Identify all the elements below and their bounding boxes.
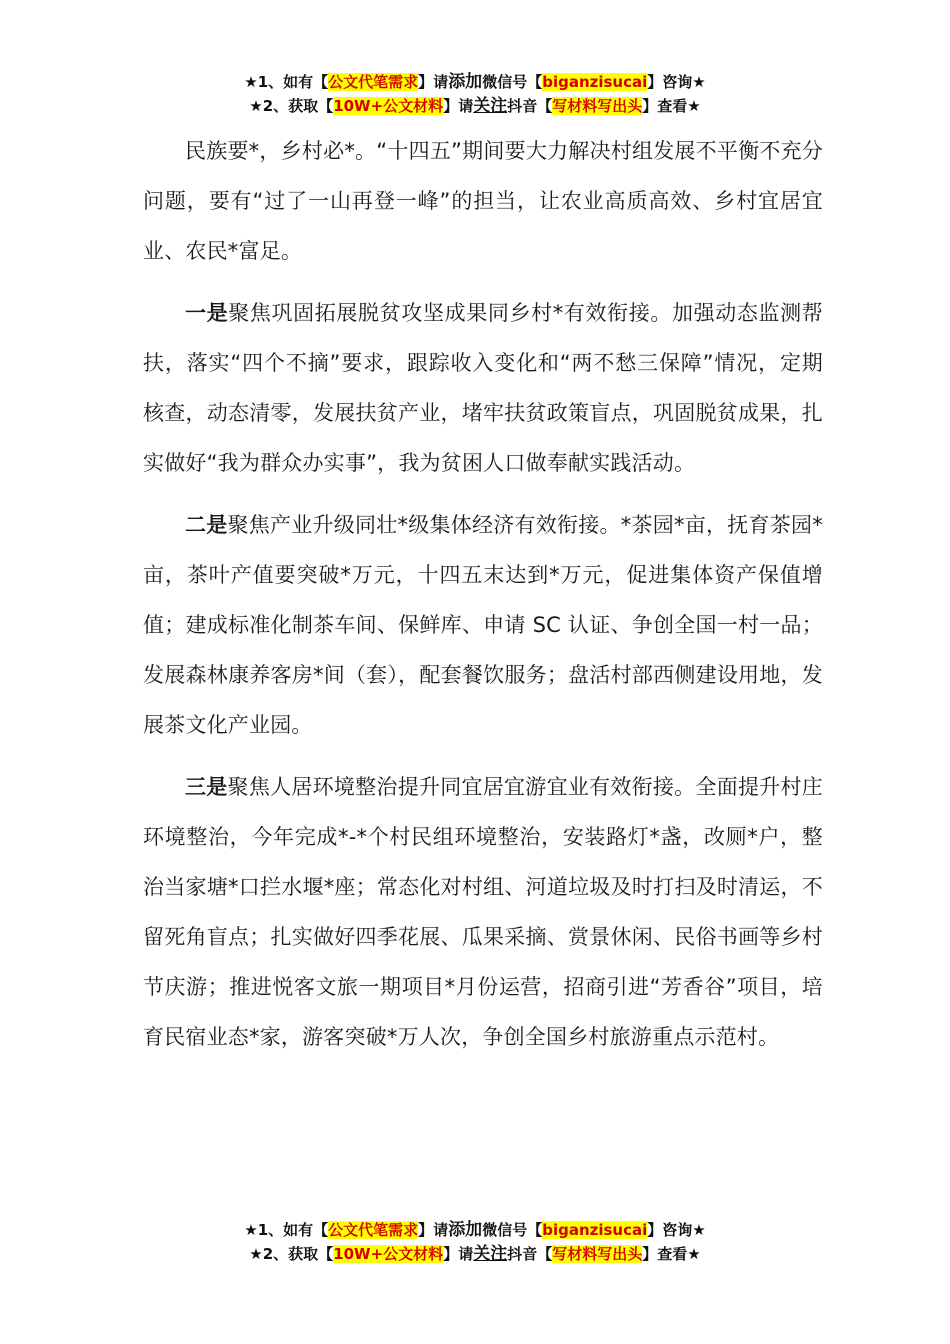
banner-text: 】请 [443,97,474,115]
banner-text: 】查看★ [642,97,701,115]
banner-text: 】咨询★ [647,73,706,91]
banner-text: 添加 [448,1220,483,1240]
paragraph-2 [143,500,823,750]
banner-highlight: 公文代笔需求 [328,1221,419,1239]
paragraph-intro [143,126,823,276]
banner-text: 关注 [473,1244,508,1264]
banner-text: 】请 [418,1221,449,1239]
document-body [143,126,823,1074]
paragraph-text: 聚焦人居环境整治提升同宜居宜游宜业有效衔接。全面提升村庄环境整治，今年完成*-*个村民组环境整治，安装路灯*盏，改厕*户，整治当家塘*口拦水堰*座；常态化对村组、河道垃圾及时打扫及时清运，不留死角盲点；扎实做好四季花展、瓜果采摘、赏景休闲、民俗书画等乡村节庆游；推进悦客文旅一期项目*月份运营，招商引进“芳香谷”项目，培育民宿业态*家，游客突破*万人次，争创全国乡村旅游重点示范村。 [143,775,823,1049]
banner-highlight: 10W+公文材料 [333,1245,444,1263]
banner-text: 】查看★ [642,1245,701,1263]
paragraph-text: 聚焦产业升级同壮*级集体经济有效衔接。*茶园*亩，抚育茶园*亩，茶叶产值要突破*万元，十四五末达到*万元，促进集体资产保值增值；建成标准化制茶车间、保鲜库、申请 SC 认证、争创全国一村一品；发展森林康养客房*间（套），配套餐饮服务；盘活村部西侧建设用地，发展茶文化产业园。 [143,513,824,737]
banner-line-2 [0,1242,950,1266]
banner-text: 】咨询★ [647,1221,706,1239]
banner-text: 抖音【 [507,1245,553,1263]
paragraph-lead: 三是 [185,775,228,799]
banner-highlight: 公文代笔需求 [328,73,419,91]
banner-text: 关注 [473,96,508,116]
banner-text: 抖音【 [507,97,553,115]
banner-line-1 [0,1218,950,1242]
banner-highlight-wechat-id: biganzisucai [542,73,648,91]
banner-highlight-douyin: 写材料写出头 [552,1245,643,1263]
banner-text: ★2、获取【 [249,1245,334,1263]
banner-highlight-douyin: 写材料写出头 [552,97,643,115]
bottom-banner [0,1218,950,1266]
banner-text: ★1、如有【 [244,73,329,91]
paragraph-lead: 二是 [185,513,228,537]
paragraph-lead: 一是 [185,301,229,325]
banner-highlight: 10W+公文材料 [333,97,444,115]
banner-text: 添加 [448,72,483,92]
paragraph-1 [143,288,823,488]
paragraph-text: 民族要*，乡村必*。“十四五”期间要大力解决村组发展不平衡不充分问题，要有“过了一山再登一峰”的担当，让农业高质高效、乡村宜居宜业、农民*富足。 [143,139,823,263]
banner-text: ★2、获取【 [249,97,334,115]
banner-text: 微信号【 [482,73,543,91]
banner-text: 】请 [418,73,449,91]
banner-line-1 [0,70,950,94]
paragraph-text: 聚焦巩固拓展脱贫攻坚成果同乡村*有效衔接。加强动态监测帮扶，落实“四个不摘”要求，跟踪收入变化和“两不愁三保障”情况，定期核查，动态清零，发展扶贫产业，堵牢扶贫政策盲点，巩固脱贫成果，扎实做好“我为群众办实事”，我为贫困人口做奉献实践活动。 [143,301,823,475]
banner-line-2 [0,94,950,118]
paragraph-3 [143,762,823,1062]
banner-text: ★1、如有【 [244,1221,329,1239]
top-banner [0,70,950,118]
banner-text: 】请 [443,1245,474,1263]
banner-text: 微信号【 [482,1221,543,1239]
banner-highlight-wechat-id: biganzisucai [542,1221,648,1239]
